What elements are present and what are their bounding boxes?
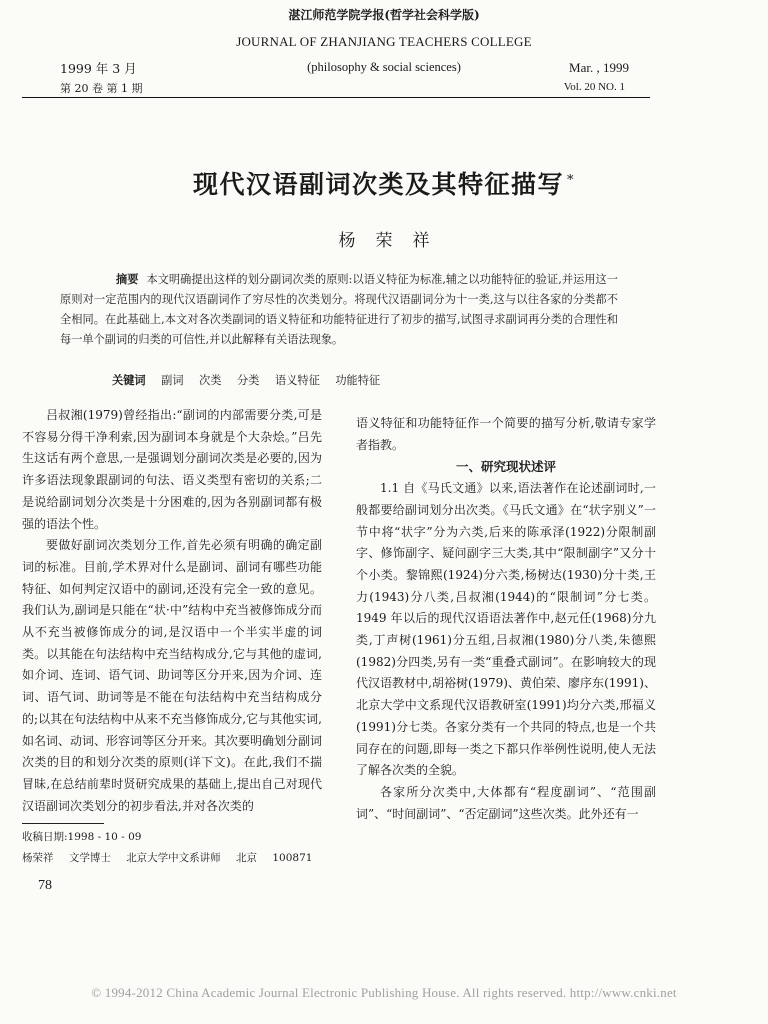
volume-cn: 第 20 卷 第 1 期 [60,82,143,95]
journal-title-en: JOURNAL OF ZHANJIANG TEACHERS COLLEGE [236,34,532,49]
author-degree: 文学博士 [68,852,111,864]
copyright-notice: © 1994-2012 China Academic Journal Electronic Publishing House. All rights reserved. http://www.cnki.net [91,985,677,1000]
issue-date-cn: 1999 年 3 月 [60,61,137,76]
article-title-text: 现代汉语副词次类及其特征描写 [192,170,564,199]
author-affiliation: 北京大学中文系讲师 [126,852,221,864]
keyword: 副词 [161,374,184,387]
article-title [0,165,768,201]
header-rule [22,97,650,98]
author-info [22,850,324,865]
section-heading: 一、研究现状述评 [455,459,556,475]
keywords [112,372,632,388]
author-name: 杨荣祥 [22,852,54,864]
body-paragraph: 吕叔湘(1979)曾经指出:“副词的内部需要分类,可是不容易分得干净利索,因为副词本身就是个大杂烩。”吕先生这话有两个意思,一是强调划分副词次类是必要的,因为许多语法现象跟副词的句法、语义类型有密切的关系;二是说给副词划分次类是十分困难的,因为各别副词都有极强的语法个性。 [22,408,322,531]
keyword: 语义特征 [275,374,320,387]
body-paragraph: 要做好副词次类划分工作,首先必须有明确的确定副词的标准。目前,学术界对什么是副词、副词有哪些功能特征、如何判定汉语中的副词,还没有完全一致的意见。我们认为,副词是只能在“状·中”结构中充当被修饰成分而从不充当被修饰成分的词,是汉语中一个半实半虚的词类。以其能在句法结构中充当结构成分,它与其他的虚词,如介词、连词、语气词、助词等区分开来,因为介词、连词、语气词、助词等是不能在句法结构中充当结构成分的;以其在句法结构中从来不充当修饰成分,它与其他实词,如名词、动词、形容词等区分开来。其次要明确划分副词次类的目的和划分次类的原则(详下文)。在此,我们不揣冒昧,在总结前辈时贤研究成果的基础上,提出自己对现代汉语副词次类划分的初步看法,并对各次类的 [22,538,323,813]
author-city: 北京 [236,852,258,864]
article-author: 杨荣祥 [338,231,450,251]
volume-en: Vol. 20 NO. 1 [563,81,625,93]
body-paragraph: 1.1 自《马氏文通》以来,语法著作在论述副词时,一般都要给副词划分出次类。《马氏文通》在“状字别义”一节中将“状字”分为六类,后来的陈承泽(1922)分限制副字、修饰副字、疑问副字三大类,其中“限制副字”又分十个小类。黎锦熙(1924)分六类,杨树达(1930)分十类,王力(1943)分八类,吕叔湘(1944)的“限制词”分七类。1949 年以后的现代汉语语法著作中,赵元任(1968)分九类,丁声树(1961)分五组,吕叔湘(1980)分八类,朱德熙(1982)分四类,另有一类“重叠式副词”。在影响较大的现代汉语教材中,胡裕树(1979)、黄伯荣、廖序东(1991)、北京大学中文系现代汉语教研室(1991)均分六类,邢福义(1991)分七类。各家分类有一个共同的特点,也是一个共同存在的问题,即每一类之下都只作举例性说明,使人无法了解各次类的全貌。 [356,481,656,778]
issue-date-en: Mar. , 1999 [569,60,629,75]
keyword: 分类 [237,374,260,387]
journal-title-cn: 湛江师范学院学报(哲学社会科学版) [288,8,480,22]
body-column-left [22,405,322,817]
footnote-rule [22,823,104,824]
postcode: 100871 [272,852,313,864]
received-date: 收稿日期:1998 - 10 - 09 [22,831,142,843]
abstract [60,269,618,350]
abstract-text: 本文明确提出这样的划分副词次类的原则:以语义特征为标准,辅之以功能特征的验证,并运用这一原则对一定范围内的现代汉语副词作了穷尽性的次类划分。将现代汉语副词分为十一类,这与以往各家的分类都不全相同。在此基础上,本文对各次类副词的语义特征和功能特征进行了初步的描写,试图寻求副词再分类的合理性和每一单个副词的归类的可信性,并以此解释有关语法现象。 [60,273,618,346]
page-number: 78 [38,878,52,893]
title-footnote-mark: * [567,172,575,188]
body-column-right [356,413,656,825]
abstract-label: 摘要 [116,272,139,286]
keywords-label: 关键词 [112,373,146,387]
body-paragraph: 各家所分次类中,大体都有“程度副词”、“范围副词”、“时间副词”、“否定副词”这些次类。此外还有一 [356,784,656,821]
keyword: 次类 [199,374,222,387]
keyword: 功能特征 [335,374,381,387]
body-paragraph: 语义特征和功能特征作一个简要的描写分析,敬请专家学者指教。 [356,416,656,452]
journal-subtitle: (philosophy & social sciences) [307,60,461,74]
